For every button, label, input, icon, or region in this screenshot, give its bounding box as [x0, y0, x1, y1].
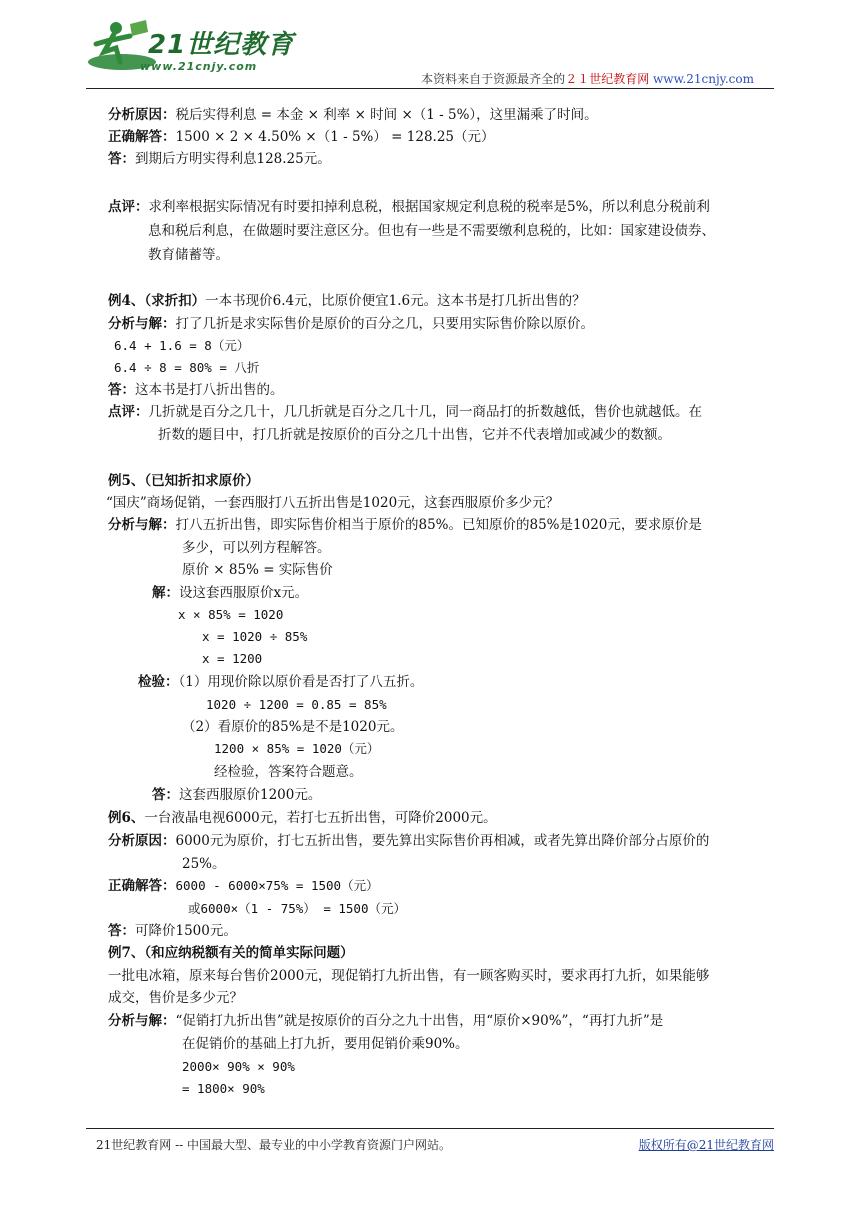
- line-6: 教育储蓄等。: [148, 247, 229, 263]
- line-5: 息和税后利息，在做题时要注意区分。但也有一些是不需要缴利息税的，比如：国家建设债券、: [148, 223, 715, 239]
- line-7: [108, 290, 586, 312]
- label: 答：: [108, 151, 135, 167]
- line-11: [108, 379, 284, 401]
- line-35: 例7、（和应纳税额有关的简单实际问题）: [108, 945, 354, 961]
- line-30: [108, 830, 709, 852]
- text: 打八五折出售，即实际售价相当于原价的85%。已知原价的85%是1020元，要求原价是: [175, 517, 702, 533]
- line-21: x = 1020 ÷ 85%: [202, 629, 308, 644]
- logo-text: 21世纪教育: [148, 30, 295, 60]
- line-3: [108, 148, 331, 170]
- line-33: 或6000×（1 - 75%） = 1500（元）: [188, 901, 406, 916]
- line-12: [108, 401, 702, 423]
- source-prefix: 本资料来自于资源最齐全的: [421, 72, 566, 86]
- text: 一台液晶电视6000元，若打七五折出售，可降价2000元。: [144, 810, 497, 826]
- line-14: 例5、（已知折扣求原价）: [108, 473, 260, 489]
- text: 打了几折是求实际售价是原价的百分之几，只要用实际售价除以原价。: [175, 316, 594, 332]
- label: 分析原因：: [108, 107, 176, 123]
- label: 例4、（求折扣）: [108, 293, 206, 309]
- line-39: 在促销价的基础上打九折，要用促销价乘90%。: [182, 1036, 469, 1052]
- line-37: 成交，售价是多少元？: [108, 990, 243, 1006]
- text: 税后实得利息 = 本金 × 利率 × 时间 ×（1 - 5%），这里漏乘了时间。: [175, 107, 598, 123]
- source-site: ２１世纪教育网: [565, 72, 650, 86]
- label: 答：: [108, 923, 135, 939]
- line-22: x = 1200: [202, 651, 263, 666]
- line-16: [108, 514, 702, 536]
- label: 点评：: [108, 199, 149, 215]
- line-13: 折数的题目中，打几折就是按原价的百分之几十出售，它并不代表增加或减少的数额。: [158, 427, 671, 443]
- line-4: [108, 196, 710, 218]
- line-26: 1200 × 85% = 1020（元）: [214, 741, 380, 756]
- text: “促销打九折出售”就是按原价的百分之九十出售，用“原价×90%”，“再打九折”是: [175, 1013, 664, 1029]
- footer-divider: [86, 1128, 774, 1129]
- logo-url: www.21cnjy.com: [140, 60, 258, 73]
- line-28: [152, 784, 321, 806]
- header-divider: [86, 88, 774, 89]
- text: 求利率根据实际情况有时要扣掉利息税，根据国家规定利息税的税率是5%，所以利息分税前利: [148, 199, 710, 215]
- label: 分析与解：: [108, 517, 176, 533]
- line-36: 一批电冰箱，原来每台售价2000元，现促销打九折出售，有一顾客购买时，要求再打九折，如果能够: [108, 968, 710, 984]
- line-17: 多少，可以列方程解答。: [182, 540, 331, 556]
- text: 1500 × 2 × 4.50% ×（1 - 5%） = 128.25（元）: [175, 129, 495, 145]
- line-23: [138, 671, 423, 693]
- line-1: [108, 104, 598, 126]
- label: 例6、: [108, 810, 145, 826]
- line-27: 经检验，答案符合题意。: [214, 764, 363, 780]
- text: 几折就是百分之几十，几几折就是百分之几十几，同一商品打的折数越低，售价也就越低。在: [148, 404, 702, 420]
- label: 分析与解：: [108, 316, 176, 332]
- line-19: [152, 582, 308, 604]
- text: 这本书是打八折出售的。: [135, 382, 284, 398]
- text: 6000 - 6000×75% = 1500（元）: [175, 878, 379, 893]
- line-10: 6.4 ÷ 8 = 80% = 八折: [114, 360, 260, 375]
- label: 正确解答：: [108, 129, 176, 145]
- line-2: [108, 126, 495, 148]
- line-25: （2）看原价的85%是不是1020元。: [182, 719, 404, 735]
- line-18: 原价 × 85% = 实际售价: [182, 562, 333, 578]
- header-source: [421, 70, 754, 87]
- text: 一本书现价6.4元，比原价便宜1.6元。这本书是打几折出售的？: [205, 293, 586, 309]
- footer-text: 21世纪教育网 -- 中国最大型、最专业的中小学教育资源门户网站。: [96, 1138, 452, 1152]
- label: 分析原因：: [108, 833, 176, 849]
- copyright-link[interactable]: 版权所有@21世纪教育网: [638, 1138, 774, 1152]
- label: 正确解答：: [108, 878, 176, 894]
- label: 点评：: [108, 404, 149, 420]
- text: 这套西服原价1200元。: [179, 787, 322, 803]
- line-24: 1020 ÷ 1200 = 0.85 = 85%: [206, 697, 387, 712]
- text: 可降价1500元。: [135, 923, 237, 939]
- line-32: [108, 875, 379, 897]
- line-20: x × 85% = 1020: [178, 607, 284, 622]
- label: 答：: [152, 787, 179, 803]
- source-url[interactable]: www.21cnjy.com: [653, 72, 754, 86]
- line-34: [108, 920, 237, 942]
- line-9: 6.4 + 1.6 = 8（元）: [114, 338, 250, 353]
- label: 分析与解：: [108, 1013, 176, 1029]
- text: 设这套西服原价x元。: [179, 585, 309, 601]
- label: 解：: [152, 585, 179, 601]
- line-31: 25%。: [182, 856, 226, 872]
- line-41: = 1800× 90%: [182, 1081, 265, 1096]
- line-8: [108, 313, 594, 335]
- label: 检验：: [138, 674, 179, 690]
- line-38: [108, 1010, 663, 1032]
- text: （1）用现价除以原价看是否打了八五折。: [178, 674, 424, 690]
- line-29: [108, 807, 497, 829]
- label: 答：: [108, 382, 135, 398]
- line-40: 2000× 90% × 90%: [182, 1059, 295, 1074]
- line-15: “国庆”商场促销，一套西服打八五折出售是1020元，这套西服原价多少元？: [106, 495, 560, 511]
- text: 6000元为原价，打七五折出售，要先算出实际售价再相减，或者先算出降价部分占原价的: [175, 833, 710, 849]
- text: 到期后方明实得利息128.25元。: [135, 151, 331, 167]
- page-header: [0, 0, 860, 90]
